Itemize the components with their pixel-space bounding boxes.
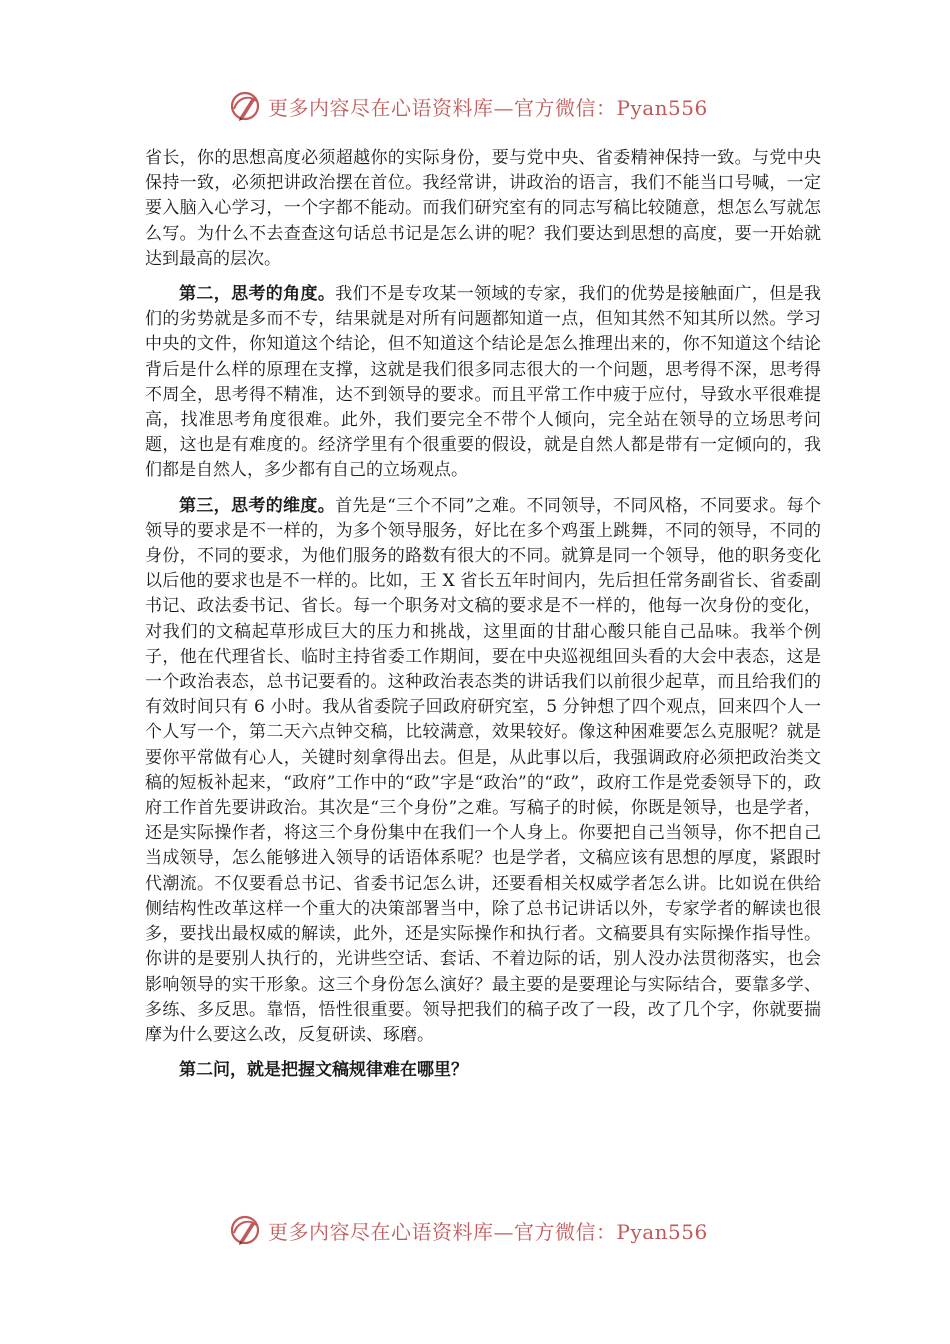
paragraph-3-lead: 第三，思考的维度。 (179, 495, 336, 516)
paragraph-1 (145, 146, 821, 272)
paragraph-3-text: 首先是“三个不同”之难。不同领导，不同风格，不同要求。每个领导的要求是不一样的，为多个领导服务，好比在多个鸡蛋上跳舞，不同的领导，不同的身份，不同的要求，为他们服务的路数有很大的不同。就算是同一个领导，他的职务变化以后他的要求也是不一样的。比如，王 X 省长五年时间内，先后担任常务副省长、省委副书记、政法委书记、省长。每一个职务对文稿的要求是不一样的，他每一次身份的变化，对我们的文稿起草形成巨大的压力和挑战，这里面的甘甜心酸只能自己品味。我举个例子，他在代理省长、临时主持省委工作期间，要在中央巡视组回头看的大会中表态，这是一个政治表态，总书记要看的。这种政治表态类的讲话我们以前很少起草，而且给我们的有效时间只有 6 小时。我从省委院子回政府研究室，5 分钟想了四个观点，回来四个人一个人写一个，第二天六点钟交稿，比较满意，效果较好。像这种困难要怎么克服呢？就是要你平常做有心人，关键时刻拿得出去。但是，从此事以后，我强调政府必须把政治类文稿的短板补起来，“政府”工作中的“政”字是“政治”的“政”，政府工作是党委领导下的，政府工作首先要讲政治。其次是“三个身份”之难。写稿子的时候，你既是领导，也是学者，还是实际操作者，将这三个身份集中在我们一个人身上。你要把自己当领导，你不把自己当成领导，怎么能够进入领导的话语体系呢？也是学者，文稿应该有思想的厚度，紧跟时代潮流。不仅要看总书记、省委书记怎么讲，还要看相关权威学者怎么讲。比如说在供给侧结构性改革这样一个重大的决策部署当中，除了总书记讲话以外，专家学者的解读也很多，要找出最权威的解读，此外，还是实际操作和执行者。文稿要具有实际操作指导性。你讲的是要别人执行的，光讲些空话、套话、不着边际的话，别人没办法贯彻落实，也会影响领导的实干形象。这三个身份怎么演好？最主要的是要理论与实际结合，要靠多学、多练、多反思。靠悟，悟性很重要。领导把我们的稿子改了一段，改了几个字，你就要揣摩为什么要这么改，反复研读、琢磨。 (145, 495, 822, 1045)
watermark-header (228, 88, 748, 124)
section-heading: 第二问，就是把握文稿规律难在哪里？ (179, 1060, 468, 1081)
paragraph-1-text: 省长，你的思想高度必须超越你的实际身份，要与党中央、省委精神保持一致。与党中央保持一致，必须把讲政治摆在首位。我经常讲，讲政治的语言，我们不能当口号喊，一定要入脑入心学习，一个字都不能动。而我们研究室有的同志写稿比较随意，想怎么写就怎么写。为什么不去查查这句话总书记是怎么讲的呢？我们要达到思想的高度，要一开始就达到最高的层次。 (145, 148, 821, 269)
paragraph-2-lead: 第二，思考的角度。 (179, 284, 336, 305)
watermark-text: 更多内容尽在心语资料库—官方微信：Pyan556 (268, 95, 708, 120)
pen-swirl-logo-icon (228, 1213, 262, 1247)
paragraph-2 (145, 282, 821, 484)
paragraph-3 (145, 494, 821, 1048)
pen-swirl-logo-icon (228, 89, 262, 123)
paragraph-2-text: 我们不是专攻某一领域的专家，我们的优势是接触面广，但是我们的劣势就是多而不专，结果就是对所有问题都知道一点，但知其然不知其所以然。学习中央的文件，你知道这个结论，但不知道这个结论是怎么推理出来的，你不知道这个结论背后是什么样的原理在支撑，这就是我们很多同志很大的一个问题，思考得不深，思考得不周全，思考得不精准，达不到领导的要求。而且平常工作中疲于应付，导致水平很难提高，找准思考角度很难。此外，我们要完全不带个人倾向，完全站在领导的立场思考问题，这也是有难度的。经济学里有个很重要的假设，就是自然人都是带有一定倾向的，我们都是自然人，多少都有自己的立场观点。 (145, 284, 821, 481)
watermark-text: 更多内容尽在心语资料库—官方微信：Pyan556 (268, 1219, 708, 1244)
watermark-footer (228, 1212, 748, 1248)
document-body (145, 146, 821, 1083)
